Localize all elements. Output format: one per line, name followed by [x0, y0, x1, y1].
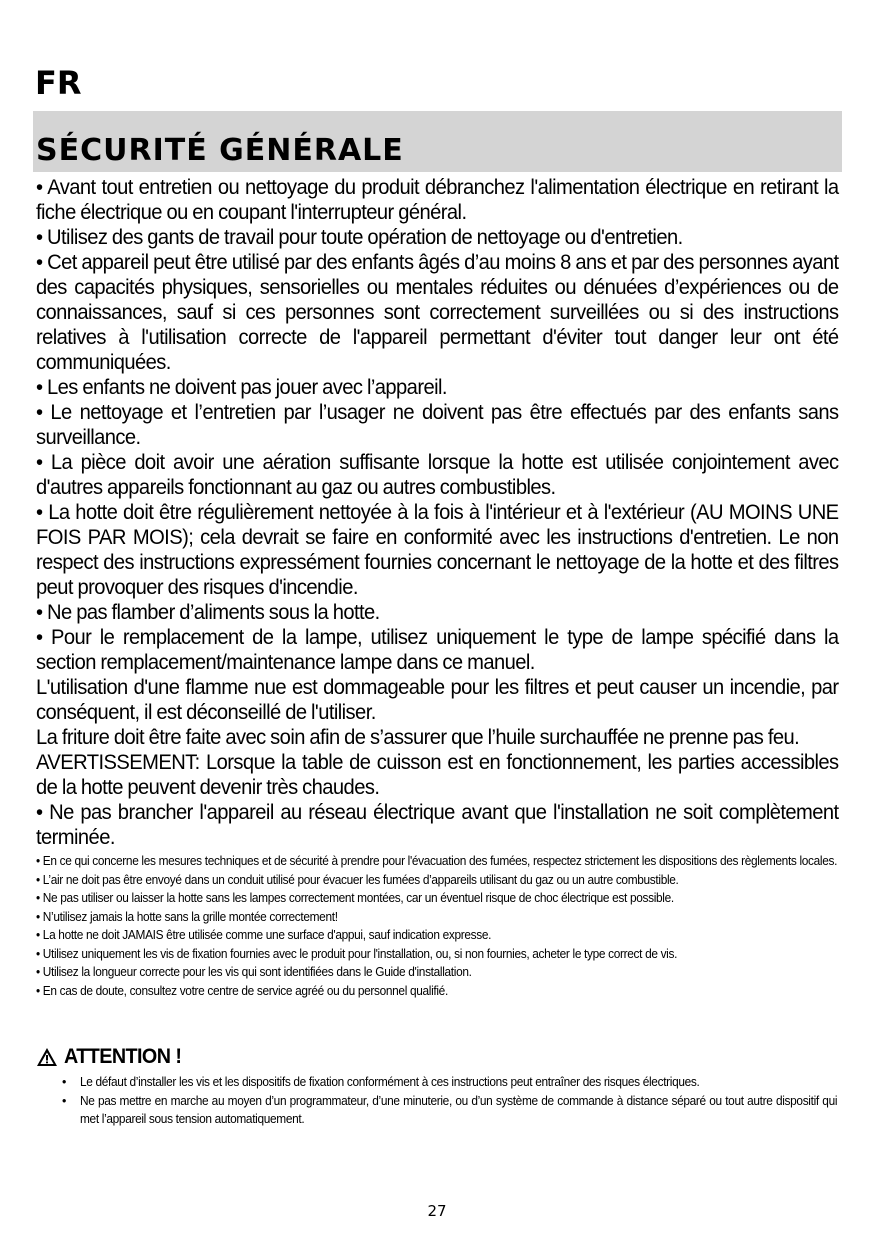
small-instruction-paragraph: • En cas de doute, consultez votre centre de service agréé ou du personnel qualifié. — [36, 983, 448, 998]
instruction-paragraph: • Cet appareil peut être utilisé par des enfants âgés d’au moins 8 ans et par des personnes ayant des capacités physiques, sensorielles ou mentales réduites ou dénuées d’expériences ou de connaissances, sauf si ces personnes sont correctement surveillées ou si des instructions relatives à l'utilisation correcte de l'appareil permettant d'éviter tout danger leur ont été communiquées. — [36, 251, 839, 374]
small-instruction-paragraph: • Utilisez uniquement les vis de fixation fournies avec le produit pour l'installation, ou, si non fournies, acheter le type correct de vis. — [36, 946, 678, 961]
attention-title: ATTENTION ! — [64, 1045, 182, 1068]
small-instruction-paragraph: • L’air ne doit pas être envoyé dans un conduit utilisé pour évacuer les fumées d’appareils utilisant du gaz ou un autre combustible. — [36, 872, 679, 887]
attention-list-item — [62, 1092, 839, 1129]
warning-paragraph: AVERTISSEMENT: Lorsque la table de cuisson est en fonctionnement, les parties accessibles de la hotte peuvent devenir très chaudes. — [36, 751, 839, 799]
attention-list — [62, 1073, 839, 1129]
list-bullet: • — [62, 1093, 67, 1108]
instruction-paragraph: • Avant tout entretien ou nettoyage du produit débranchez l'alimentation électrique en retirant la fiche électrique ou en coupant l'interrupteur général. — [36, 176, 839, 224]
instruction-paragraph: La friture doit être faite avec soin afin de s’assurer que l’huile surchauffée ne prenne pas feu. — [36, 726, 800, 749]
section-header-bar — [33, 111, 842, 172]
page-number: 27 — [427, 1202, 447, 1220]
section-title: SÉCURITÉ GÉNÉRALE — [36, 133, 404, 168]
attention-item-text: Le défaut d’installer les vis et les dispositifs de fixation conformément à ces instructions peut entraîner des risques électriques. — [80, 1075, 700, 1089]
instruction-paragraph: • Pour le remplacement de la lampe, utilisez uniquement le type de lampe spécifié dans la section remplacement/maintenance lampe dans ce manuel. — [36, 626, 839, 674]
attention-item-text: Ne pas mettre en marche au moyen d’un programmateur, d’une minuterie, ou d’un système de commande à distance séparé ou tout autre dispositif qui met l’appareil sous tension automatiquement. — [80, 1093, 838, 1126]
small-instruction-paragraph: • Ne pas utiliser ou laisser la hotte sans les lampes correctement montées, car un éventuel risque de choc électrique est possible. — [36, 891, 674, 905]
instruction-paragraph: • Le nettoyage et l’entretien par l’usager ne doivent pas être effectués par des enfants sans surveillance. — [36, 401, 839, 449]
list-bullet: • — [62, 1075, 67, 1089]
attention-heading — [36, 1043, 839, 1073]
safety-instructions-small — [36, 852, 839, 1000]
instruction-paragraph: • Ne pas flamber d’aliments sous la hotte. — [36, 601, 380, 624]
small-instruction-paragraph: • N’utilisez jamais la hotte sans la grille montée correctement! — [36, 909, 338, 924]
instruction-paragraph: • La pièce doit avoir une aération suffisante lorsque la hotte est utilisée conjointement avec d'autres appareils fonctionnant au gaz ou autres combustibles. — [36, 451, 839, 499]
language-code: FR — [35, 64, 82, 102]
instruction-paragraph: L'utilisation d'une flamme nue est dommageable pour les filtres et peut causer un incendie, par conséquent, il est déconseillé de l'utiliser. — [36, 676, 839, 724]
instruction-paragraph: • Les enfants ne doivent pas jouer avec l’appareil. — [36, 376, 447, 399]
instruction-paragraph: • Utilisez des gants de travail pour toute opération de nettoyage ou d'entretien. — [36, 226, 683, 249]
small-instruction-paragraph: • La hotte ne doit JAMAIS être utilisée comme une surface d'appui, sauf indication expresse. — [36, 928, 492, 942]
safety-instructions-main — [36, 175, 839, 850]
warning-triangle-icon — [36, 1047, 58, 1067]
instruction-paragraph: • Ne pas brancher l'appareil au réseau électrique avant que l'installation ne soit complètement terminée. — [36, 801, 839, 849]
small-instruction-paragraph: • Utilisez la longueur correcte pour les vis qui sont identifiées dans le Guide d'installation. — [36, 965, 472, 979]
small-instruction-paragraph: • En ce qui concerne les mesures techniques et de sécurité à prendre pour l'évacuation des fumées, respectez strictement les dispositions des règlements locales. — [36, 854, 838, 868]
attention-list-item — [62, 1073, 839, 1092]
instruction-paragraph: • La hotte doit être régulièrement nettoyée à la fois à l'intérieur et à l'extérieur (AU MOINS UNE FOIS PAR MOIS); cela devrait se faire en conformité avec les instructions d'entretien. Le non respect des instructions expressément fournies concernant le nettoyage de la hotte et des filtres peut provoquer des risques d'incendie. — [36, 501, 839, 599]
